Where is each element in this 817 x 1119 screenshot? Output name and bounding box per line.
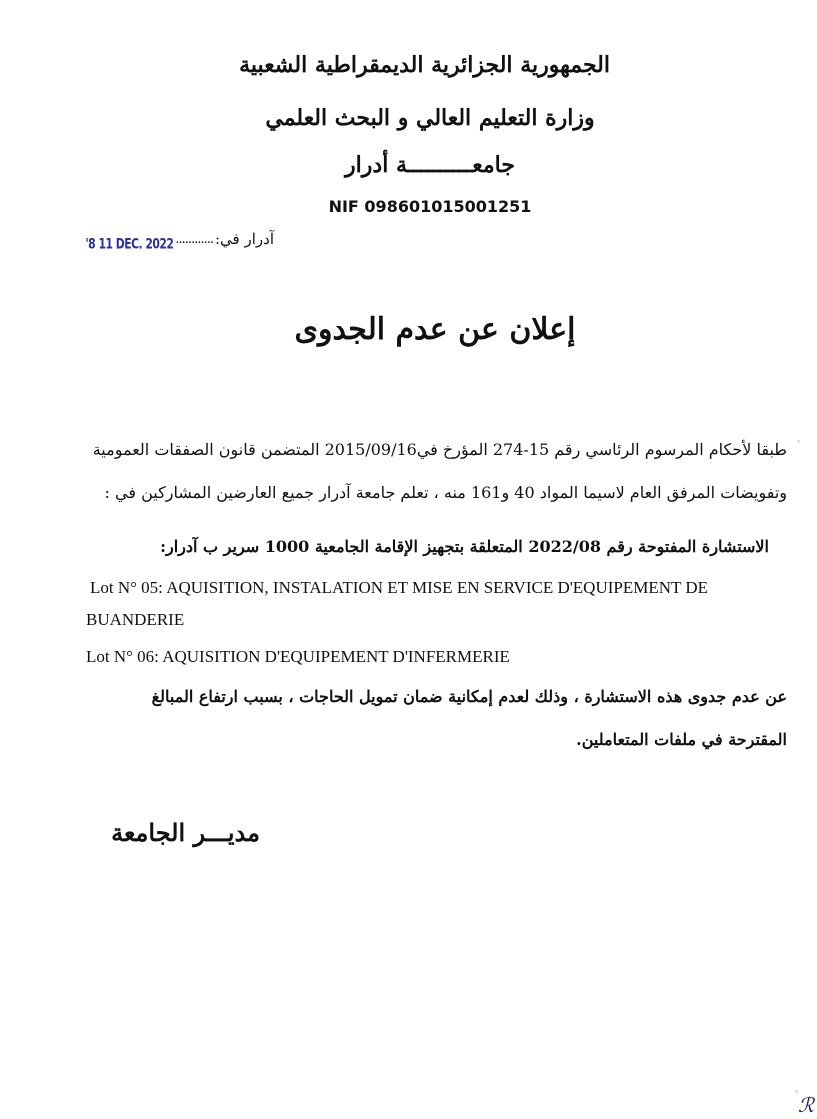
conclusion-line-1: عن عدم جدوى هذه الاستشارة ، وذلك لعدم إمكانية ضمان تمويل الحاجات ، بسبب ارتفاع المبالغ (151, 687, 787, 706)
scan-speck (797, 440, 800, 443)
header-republic: الجمهورية الجزائرية الديمقراطية الشعبية (239, 52, 610, 78)
lot-05-line-1: Lot N° 05: AQUISITION, INSTALATION ET MISE EN SERVICE D'EQUIPEMENT DE (90, 578, 709, 597)
conclusion-line-2: المقترحة في ملفات المتعاملين. (576, 730, 787, 749)
consultation-heading: الاستشارة المفتوحة رقم 2022/08 المتعلقة بتجهيز الإقامة الجامعية 1000 سرير ب آدرار: (160, 537, 769, 556)
header-university: جامعــــــــــة أدرار (345, 152, 515, 178)
header-ministry: وزارة التعليم العالي و البحث العلمي (265, 105, 595, 131)
lot-05-line-2: BUANDERIE (86, 610, 185, 629)
handwritten-initial: ℛ (798, 1093, 814, 1117)
date-label: آدرار في: (215, 230, 274, 248)
scan-speck (795, 1090, 798, 1093)
body-paragraph-line-1: طبقا لأحكام المرسوم الرئاسي رقم 15-274 المؤرخ في2015/09/16 المتضمن قانون الصفقات العمومية (92, 440, 787, 459)
signature-title: مديـــر الجامعة (111, 818, 260, 847)
header-nif: NIF 098601015001251 (328, 197, 532, 216)
announcement-title: إعلان عن عدم الجدوى (294, 312, 576, 347)
lot-06-line: Lot N° 06: AQUISITION D'EQUIPEMENT D'INFERMERIE (86, 647, 510, 666)
body-paragraph-line-2: وتفويضات المرفق العام لاسيما المواد 40 و161 منه ، تعلم جامعة آدرار جميع العارضين المشاركين في : (104, 483, 787, 502)
date-dots: ............ (175, 231, 213, 247)
date-line (84, 226, 274, 252)
date-stamp: '8 11 DEC. 2022 (85, 235, 174, 253)
